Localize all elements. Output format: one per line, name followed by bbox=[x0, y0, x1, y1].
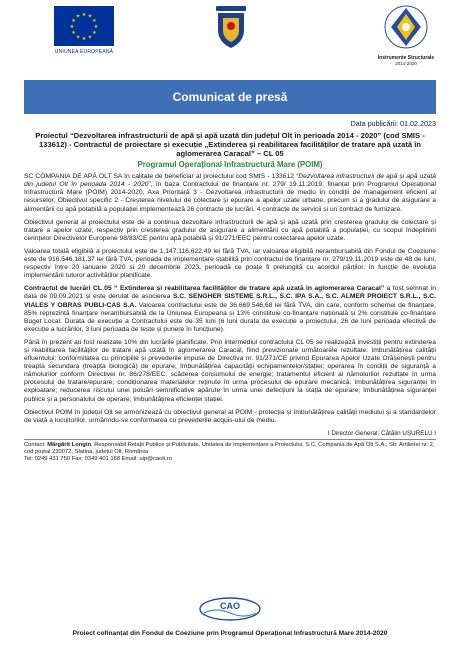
contact-block bbox=[24, 442, 436, 463]
director-signature: I Director General: Cătălin UȘURELU I bbox=[24, 430, 436, 440]
structural-instruments-icon bbox=[383, 4, 429, 50]
svg-text:★: ★ bbox=[81, 36, 87, 42]
paragraph-progress: Până în prezent au fost realizate 10% din lucrările planificate. Prin intermediul contractului CL 05 se realizează investiții pentru extinderea și reabilitarea facilităților de tratare apă uzată în aglomerarea Caracal, fiind previzionate următoarele rezultate: îmbunătățirea calității efluentului; conformitatea cu principiile și prevederile impuse de Directiva nr. 91/271/CE privind Epurarea Apelor Uzate Orășenești pentru treapta secundara (treapta biologică) de epurare; îmbunătățirea capacității echipamentelor/stației; operarea în condiții de siguranță a nămolurilor conform Directivei nr. 86/278/EEC; scăderea consumului de energie; tratamentul eficient al nămolurilor rezultate în urma procesului de tratare/epurare; condiționarea materialelor reținute în urma procesului de epurare mecanică; îmbunătățirea siguranței în exploatare; reducerea riscului unei poluări semnificative apărute în urma unei defecțiuni la stația de epurare; îmbunătățirea siguranței publice și a personalului de operare; îmbunătățirea eficienței stației. bbox=[24, 338, 436, 403]
cao-logo bbox=[196, 596, 264, 622]
program-subtitle: Programul Operațional Infrastructură Mare (POIM) bbox=[137, 160, 323, 170]
romanian-government-logo bbox=[212, 4, 250, 50]
svg-text:★: ★ bbox=[75, 13, 81, 20]
paragraph-value: Valoarea totală eligibilă a proiectului este de 1.147.116.622,49 lei fără TVA, iar valoarea eligibilă nerambursabilă din Fondul de Coeziune este de 916.546.181,37 lei fără TVA, perioada de implementare stabilită prin contractul de finanțare nr. 279/19.11.2019 este de 48 de luni, respectiv între 20 ianuarie 2020 și 20 decembrie 2023, perioadă ce poate fi prelungită cu acordul părților, în funcție de evoluția implementării tuturor activităților planificate. bbox=[24, 247, 436, 280]
svg-text:★: ★ bbox=[92, 18, 97, 24]
header-logos bbox=[0, 0, 460, 76]
svg-text:★: ★ bbox=[92, 30, 97, 36]
paragraph-beneficiary: SC COMPANIA DE APĂ OLT SA în calitate de beneficiar al proiectului cod SMIS - 133612 “Dezvoltarea infrastructurii de apă și apă uzată din județul Olt în perioada 2014 - 2020”, în baza Contractului de finanțare nr. 279/ 19.11.2019, finanțat prin Programul Operațional Infrastructură Mare (POIM) 2014-2020, Axa Prioritară 3 - Dezvoltarea infrastructurii de mediu în condiții de management eficient al resurselor, Obiectivul specific 2 - Creșterea nivelului de colectare și epurare a apelor uzate urbane, precum și a gradului de asigurare a alimentării cu apă potabilă a populației implementează 26 contracte de lucrări, 4 contracte de servicii și un contract de furnizare. bbox=[24, 173, 437, 213]
press-release-banner: Comunicat de presă bbox=[24, 80, 436, 114]
eu-caption: UNIUNEA EUROPEANĂ bbox=[54, 49, 114, 55]
cao-logo-text: CAO bbox=[220, 601, 240, 611]
svg-text:★: ★ bbox=[87, 34, 93, 41]
svg-text:★: ★ bbox=[69, 24, 75, 30]
paragraph-objective: Obiectivul general al proiectului este de a continua dezvoltare infrastructurii de apă și apă uzată prin creșterea gradului de colectare și tratare a apelor uzate, respectiv prin creșterea gradului de asigurare a alimentării cu apă potabilă a populației, cu scopul îndeplinirii cerințelor Directivelor Europene 98/83/CE pentru apă potabilă și 91/271/EEC pentru colectarea apelor uzate. bbox=[24, 218, 436, 242]
eu-logo bbox=[48, 6, 120, 72]
publication-date: Data publicării: 01.02.2023 bbox=[350, 119, 436, 128]
paragraph-contract: Contractul de lucrări CL 05 “ Extinderea și reabilitarea facilităților de tratare apă uzată în aglomerarea Caracal” a fost semnat în data de 09.09.2021 și este derulat de asocierea S.C. SENGHER SISTEME S.R.L., S.C. IPA S.A., S.C. ALMER PROIECT S.R.L., S.C. VIALES Y OBRAS PUBLI-CAS S.A. Valoarea contractului este de 36.669.546,68 lei fără TVA, din care, conform schemei de finanțare, 85% reprezintă finanțare nerambursabilă de la Uniunea Europeana și 13% constituie co-finanțare națională și 2% constituie co-finanțare Buget Local. Durata de execuție a Contractului este de 35 luni (6 luni durata de execuție a proiectului, 26 de luni perioada efectivă de execuție a lucrărilor, 3 luni perioada de teste și punere în funcțiune). bbox=[24, 285, 436, 333]
contact-line-2: Tel: 0249 431 750 Fax: 0349 401 168 Email: uip@caolt.ro bbox=[24, 455, 173, 462]
svg-text:★: ★ bbox=[93, 24, 99, 30]
contact-line-1: Contact: Mărgărit Longin, Responsabil Relații Publice și Publicitate, Unitatea de Implementare a Proiectului, S.C. Compania de Apă Olt S.A., Str. Artileriei nr. 2, cod poștal 230072, Slatina, județul Olt, România bbox=[24, 441, 435, 455]
eu-flag-icon bbox=[54, 6, 114, 46]
funding-footer: Proiect cofinanțat din Fondul de Coeziune prin Programul Operațional Infrastructură Mare 2014-2020 bbox=[72, 630, 388, 637]
svg-text:★: ★ bbox=[71, 18, 76, 24]
structural-instruments-caption: Instrumente Structurale bbox=[377, 55, 435, 61]
svg-text:★: ★ bbox=[81, 12, 87, 18]
structural-instruments-logo bbox=[372, 4, 440, 72]
svg-text:★: ★ bbox=[75, 34, 81, 41]
svg-text:★: ★ bbox=[71, 30, 76, 36]
paragraph-poim-objective: Obiectivul POIM în județul Olt se armonizează cu obiectivul general al POIM - protecția și îmbunătățirea calității mediului și a standardelor de viață a locuitorilor, urmărindu-se conformarea cu prevederile acquis-ului de mediu. bbox=[24, 408, 436, 424]
document-body bbox=[24, 120, 436, 463]
structural-instruments-years: 2014-2020 bbox=[395, 61, 417, 66]
svg-text:★: ★ bbox=[87, 13, 93, 20]
document-title: Proiectul “Dezvoltarea infrastructurii de apă și apă uzată din județul Olt în perioada 2014 - 2020” (cod SMIS - 133612) - Contractul de proiectare și execuție „Extinderea și reabilitarea facilităților de tratare apă uzată în aglomerarea Caracal” – CL 05 bbox=[35, 131, 425, 159]
